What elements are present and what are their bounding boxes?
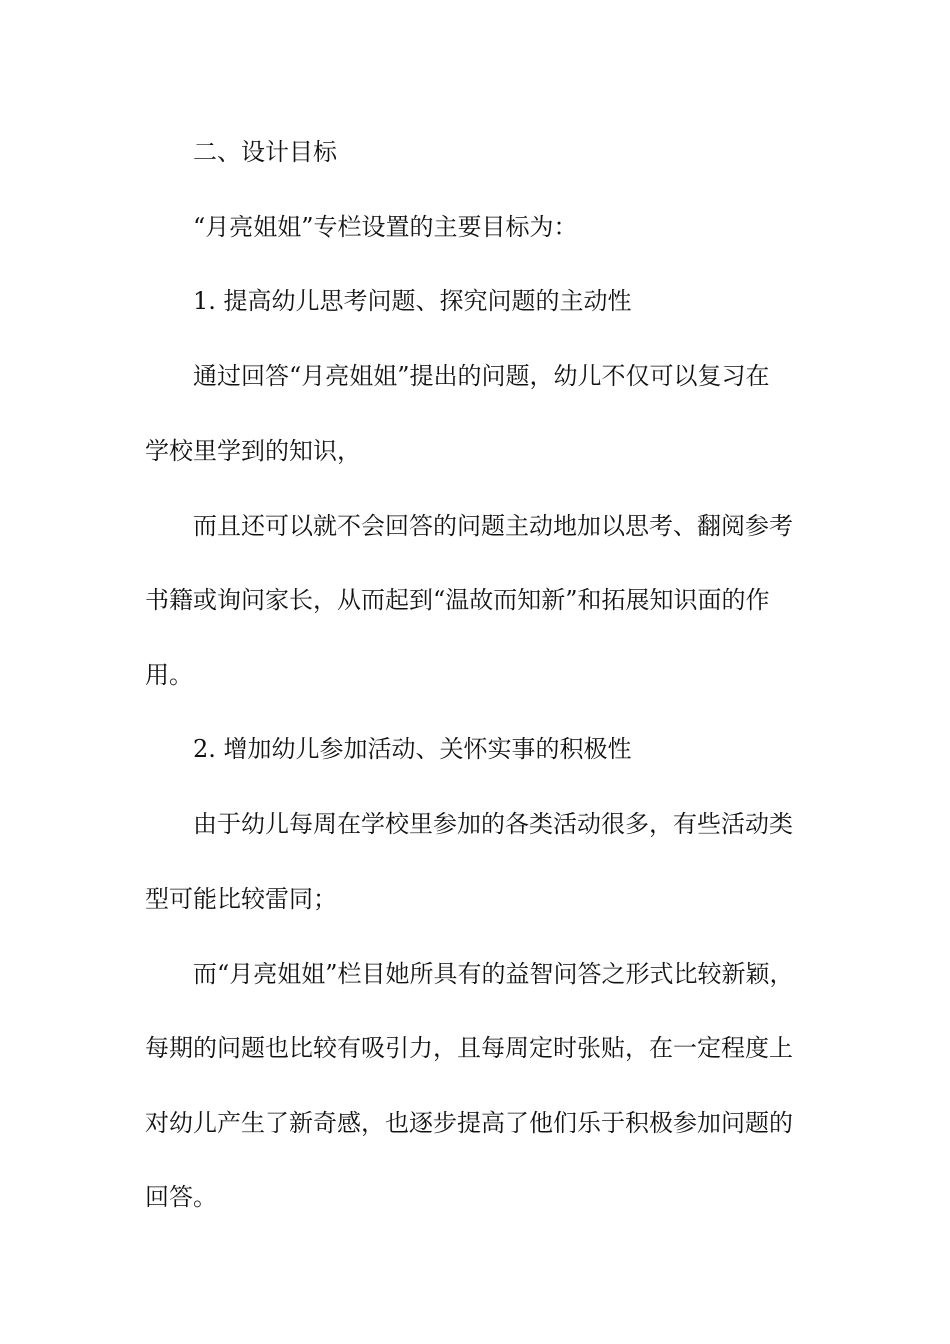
paragraph-line: 书籍或询问家长，从而起到“温故而知新”和拓展知识面的作 [145, 586, 770, 614]
paragraph-line: 而且还可以就不会回答的问题主动地加以思考、翻阅参考 [193, 512, 793, 540]
paragraph-line: 而“月亮姐姐”栏目她所具有的益智问答之形式比较新颖， [193, 960, 794, 988]
paragraph-line: 通过回答“月亮姐姐”提出的问题，幼儿不仅可以复习在 [193, 362, 770, 390]
paragraph-line: 每期的问题也比较有吸引力，且每周定时张贴，在一定程度上 [145, 1034, 793, 1062]
paragraph-line: 由于幼儿每周在学校里参加的各类活动很多，有些活动类 [193, 810, 793, 838]
section-heading: 二、设计目标 [193, 138, 337, 166]
paragraph-line: 回答。 [145, 1183, 217, 1211]
paragraph-line: “月亮姐姐”专栏设置的主要目标为： [193, 213, 578, 241]
paragraph-line: 用。 [145, 661, 193, 689]
subheading-1: 1. 提高幼儿思考问题、探究问题的主动性 [193, 287, 632, 315]
paragraph-line: 对幼儿产生了新奇感，也逐步提高了他们乐于积极参加问题的 [145, 1109, 793, 1137]
paragraph-line: 型可能比较雷同； [145, 885, 337, 913]
subheading-2: 2. 增加幼儿参加活动、关怀实事的积极性 [193, 735, 632, 763]
paragraph-line: 学校里学到的知识， [145, 437, 361, 465]
